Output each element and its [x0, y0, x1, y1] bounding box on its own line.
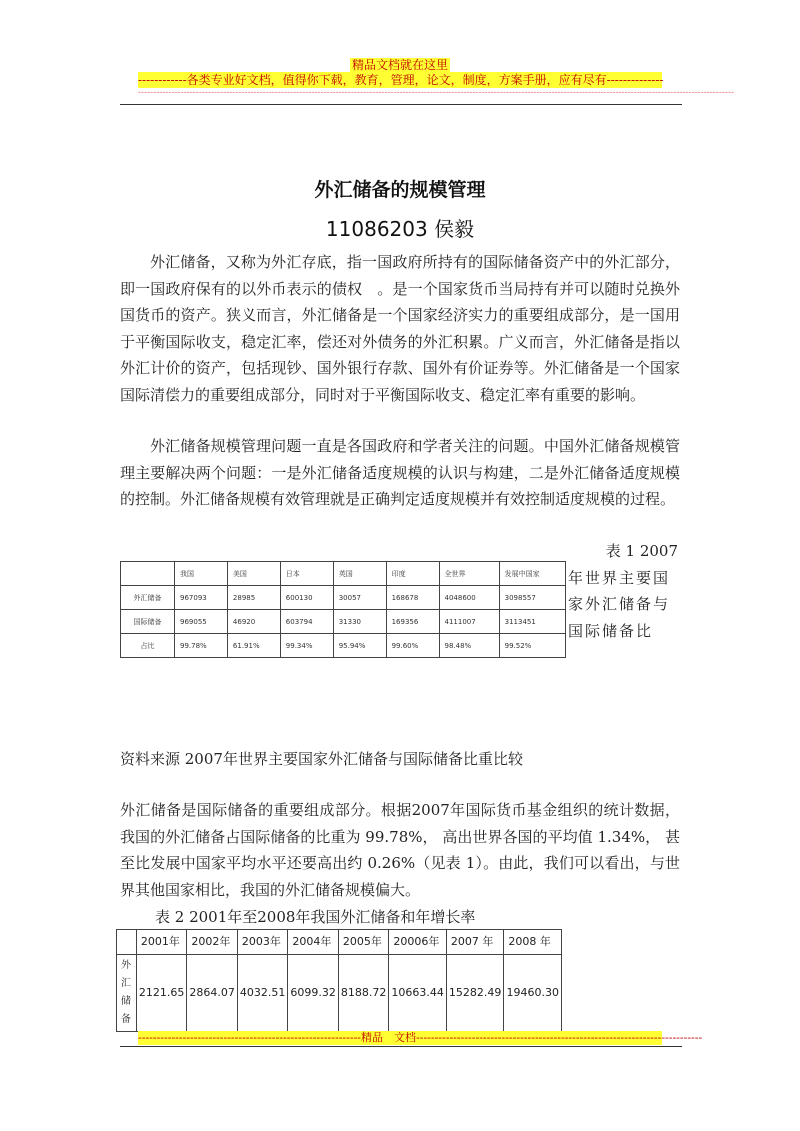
table1-row: [121, 634, 566, 658]
table1-cell: 4111007: [439, 610, 499, 634]
table1-cell: 99.34%: [280, 634, 333, 658]
table1-caption: [568, 538, 680, 644]
paragraph-3: 外汇储备是国际储备的重要组成部分。根据2007年国际货币基金组织的统计数据，我国的外汇储备占国际储备的比重为 99.78%， 高出世界各国的平均值 1.34%， 甚至比发展中国家平均水平还要高出约 0.26%（见表 1）。由此，我们可以看出，与世界其他国家相比，我国的外汇储备规模偏大。: [120, 801, 680, 899]
table1-cell: 969055: [175, 610, 228, 634]
table2-cell: 8188.72: [338, 955, 389, 1032]
table1-cell: 600130: [280, 586, 333, 610]
table1-row-label: 占比: [121, 634, 175, 658]
table1-caption-line2: 年世界主要国家外汇储备与国际储备比: [568, 568, 671, 640]
table1-cell: 46920: [227, 610, 280, 634]
table1-row: [121, 610, 566, 634]
table1-cell: 3113451: [499, 610, 565, 634]
header-title: [0, 56, 800, 73]
table2-row: [117, 955, 562, 1032]
table2-header-cell: 2005年: [338, 930, 389, 955]
paragraph-2: 外汇储备规模管理问题一直是各国政府和学者关注的问题。中国外汇储备规模管理主要解决两个问题：一是外汇储备适度规模的认识与构建，二是外汇储备适度规模的控制。外汇储备规模有效管理就是正确判定适度规模并有效控制适度规模的过程。: [120, 437, 680, 508]
footer-divider: [120, 1046, 682, 1047]
table1-cell: 28985: [227, 586, 280, 610]
header-banner: ------------各类专业好文档，值得你下载，教育，管理，论文，制度，方案手册，应有尽有--------------: [138, 73, 664, 87]
table1-row: [121, 586, 566, 610]
table2-caption: 表 2 2001年至2008年我国外汇储备和年增长率: [155, 908, 476, 926]
table1-row-label: 国际储备: [121, 610, 175, 634]
table2-cell: 6099.32: [288, 955, 339, 1032]
table1-cell: 99.60%: [386, 634, 439, 658]
table1-cell: 98.48%: [439, 634, 499, 658]
table1-header-cell: 英国: [333, 562, 386, 586]
table1-header-cell: 印度: [386, 562, 439, 586]
table1-cell: 169356: [386, 610, 439, 634]
table1-cell: 95.94%: [333, 634, 386, 658]
table2-cell: 19460.30: [504, 955, 562, 1032]
table1-header-row: [121, 562, 566, 586]
paragraph-1: 外汇储备，又称为外汇存底，指一国政府所持有的国际储备资产中的外汇部分，即一国政府保有的以外币表示的债权 。是一个国家货币当局持有并可以随时兑换外国货币的资产。狭义而言，外汇储备是一个国家经济实力的重要组成部分，是一国用于平衡国际收支，稳定汇率，偿还对外债务的外汇积累。广义而言，外汇储备是指以外汇计价的资产，包括现钞、国外银行存款、国外有价证券等。外汇储备是一个国家国际清偿力的重要组成部分，同时对于平衡国际收支、稳定汇率有重要的影响。: [120, 253, 680, 404]
source-note: 资料来源 2007年世界主要国家外汇储备与国际储备比重比较: [120, 750, 523, 768]
table1: [120, 561, 566, 658]
header-dashes: ----------------------------------------------------------------------------------------------------------------------------------------------------------------------------------------------------: [138, 88, 735, 98]
table2-header-cell: 2004年: [288, 930, 339, 955]
author-line: 11086203 侯毅: [325, 217, 475, 241]
table2-cell: 4032.51: [237, 955, 288, 1032]
table2-header-cell: 2002年: [187, 930, 238, 955]
footer-banner: ------------------------------------------------------------精品 文档-----------------------------------------------------------------------------: [138, 1031, 703, 1044]
table2-header-cell: 2007 年: [446, 930, 504, 955]
table1-cell: 30057: [333, 586, 386, 610]
table1-header-cell: 全世界: [439, 562, 499, 586]
header-title-text: 精品文档就在这里: [351, 58, 448, 72]
table1-cell: 99.52%: [499, 634, 565, 658]
table1-header-cell: 美国: [227, 562, 280, 586]
table1-header-cell: 我国: [175, 562, 228, 586]
table2-cell: 15282.49: [446, 955, 504, 1032]
table1-header-cell: 日本: [280, 562, 333, 586]
table1-cell: 967093: [175, 586, 228, 610]
table1-cell: 3098557: [499, 586, 565, 610]
table1-caption-line1: 表 1 2007: [605, 542, 678, 560]
table2-cell: 2864.07: [187, 955, 238, 1032]
table1-cell: 168678: [386, 586, 439, 610]
table2-cell: 10663.44: [389, 955, 447, 1032]
table1-row-label: 外汇储备: [121, 586, 175, 610]
page-title: 外汇储备的规模管理: [314, 179, 486, 201]
header-divider: [120, 104, 682, 105]
table2-header-cell: 20006年: [389, 930, 447, 955]
table1-header-cell: 发展中国家: [499, 562, 565, 586]
table2-header-cell: 2008 年: [504, 930, 562, 955]
table2: [116, 929, 562, 1032]
table2-header-cell: [117, 930, 137, 955]
table1-cell: 99.78%: [175, 634, 228, 658]
table1-cell: 4048600: [439, 586, 499, 610]
table2-row-label: 外汇储备: [117, 955, 137, 1032]
table1-cell: 603794: [280, 610, 333, 634]
table1-cell: 61.91%: [227, 634, 280, 658]
table2-cell: 2121.65: [136, 955, 187, 1032]
table1-header-cell: [121, 562, 175, 586]
table2-header-cell: 2001年: [136, 930, 187, 955]
table1-cell: 31330: [333, 610, 386, 634]
table2-header-row: [117, 930, 562, 955]
table2-header-cell: 2003年: [237, 930, 288, 955]
